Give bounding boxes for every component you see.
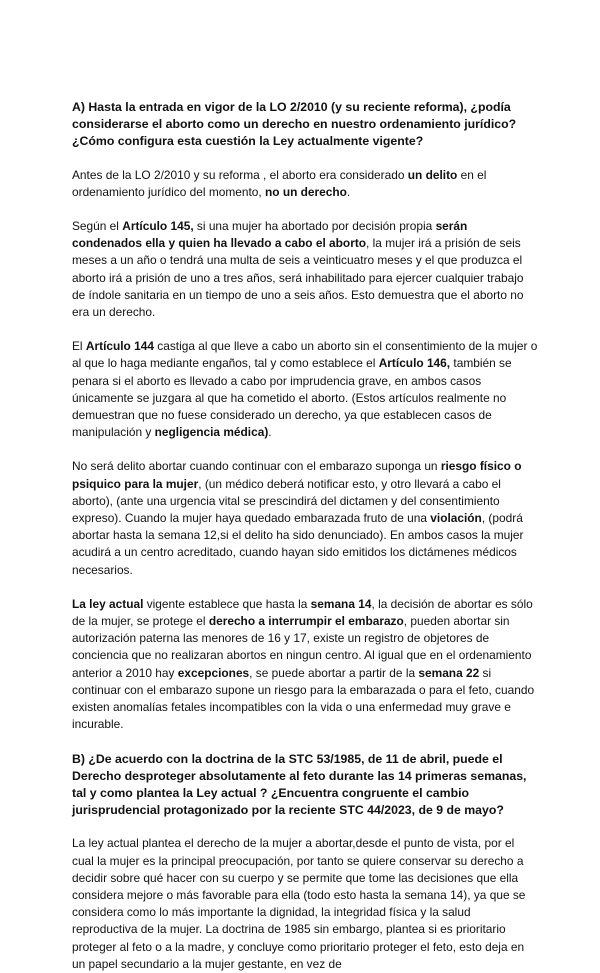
bold-span: Artículo 146, <box>378 356 451 371</box>
text-span: también se penara si el aborto es llevado a cabo por imprudencia grave, en ambos casos únicamente se juzgara al que ha cometido el aborto. (Estos artículos realmente no demuestran que no fuese considerado un derecho, ya que establecen casos de manipulación y <box>72 356 512 440</box>
paragraph-1 <box>72 167 538 201</box>
paragraph-4 <box>72 458 538 578</box>
text-span: , se puede abortar a partir de la <box>249 665 419 680</box>
bold-span: negligencia médica) <box>154 425 269 440</box>
text-span: . <box>346 184 351 199</box>
bold-span: no un derecho <box>265 184 347 199</box>
bold-span: riesgo físico o psiquico para la mujer <box>72 459 522 491</box>
text-span: , (un médico deberá notificar esto, y otro llevará a cabo el aborto), (ante una urgencia vital se prescindirá del dictamen y del consentimiento expreso). Cuando la mujer haya quedado embarazada fruto de una <box>72 476 501 526</box>
bold-span: semana 22 <box>418 665 480 680</box>
bold-span: serán condenados ella y quien ha llevado a cabo el aborto <box>72 219 468 251</box>
text-span: en el ordenamiento jurídico del momento, <box>72 167 487 199</box>
bold-span: violación <box>430 511 482 526</box>
text-span: Según el <box>72 219 123 234</box>
text-span: Antes de la LO 2/2010 y su reforma , el aborto era considerado <box>72 167 408 182</box>
text-span: No será delito abortar cuando continuar con el embarazo suponga un <box>72 459 441 474</box>
bold-span: La ley actual <box>72 596 144 611</box>
text-span: castiga al que lleve a cabo un aborto sin el consentimiento de la mujer o al que lo haga mediante engaños, tal y como establece el <box>72 339 538 371</box>
text-span: , (podrá abortar hasta la semana 12,si el delito ha sido denunciado). En ambos casos la mujer acudirá a un centro acreditado, cuando hayan sido emitidos los dictámenes médicos necesarios. <box>72 511 524 577</box>
bold-span: derecho a interrumpir el embarazo <box>208 614 404 629</box>
text-span: , la decisión de abortar es sólo de la mujer, se protege el <box>72 596 533 629</box>
bold-span: un delito <box>407 167 458 182</box>
text-span: , la mujer irá a prisión de seis meses a un año o tendrá una multa de seis a veinticuatro meses y el que produzca el aborto irá a prisión de uno a tres años, será inhabilitado para ejercer cualquier trabajo de índole sanitaria en un tiempo de uno a seis años. Esto demuestra que el aborto no era un derecho. <box>72 236 524 320</box>
bold-span: semana 14 <box>310 596 372 611</box>
bold-span: Artículo 144 <box>85 339 154 354</box>
paragraph-5 <box>72 596 538 734</box>
text-span: El <box>72 339 86 354</box>
text-span: vigente establece que hasta la <box>143 596 311 611</box>
bold-span: Artículo 145, <box>122 219 194 234</box>
text-span: . <box>268 425 272 440</box>
text-span: si continuar con el embarazo supone un riesgo para la embarazada o para el feto, cuando existen anomalías fetales incompatibles con la vida o una enfermedad muy grave e incurable. <box>72 665 535 732</box>
paragraph-3 <box>72 338 538 441</box>
paragraph-6: La ley actual plantea el derecho de la mujer a abortar,desde el punto de vista, por el cual la mujer es la principal preocupación, por tanto se quiere conservar su derecho a decidir sobre qué hacer con su cuerpo y se permite que tome las decisiones que ella considera mejore o más favorable para ella (todo esto hasta la semana 14), ya que se considera como lo más importante la dignidad, la integridad física y la salud reproductiva de la mujer. La doctrina de 1985 sin embargo, plantea si es prioritario proteger al feto o a la madre, y concluye como prioritario proteger el feto, esto deja en un papel secundario a la mujer gestante, en vez de <box>72 836 526 971</box>
question-a: A) Hasta la entrada en vigor de la LO 2/2010 (y su reciente reforma), ¿podía considerarse el aborto como un derecho en nuestro ordenamiento jurídico?¿Cómo configura esta cuestión la Ley actualmente vigente? <box>72 100 517 149</box>
question-b: B) ¿De acuerdo con la doctrina de la STC 53/1985, de 11 de abril, puede el Derecho desproteger absolutamente al feto durante las 14 primeras semanas, tal y como plantea la Ley actual ? ¿Encuentra congruente el cambio jurisprudencial protagonizado por la reciente STC 44/2023, de 9 de mayo? <box>72 751 527 818</box>
text-span: , pueden abortar sin autorización paterna las menores de 16 y 17, existe un registro de objetores de conciencia que no realizaran abortos en ningun centro. Al igual que en el ordenamiento anterior a 2010 hay <box>72 614 532 680</box>
bold-span: excepciones <box>177 665 250 680</box>
paragraph-2 <box>72 218 538 321</box>
text-span: si una mujer ha abortado por decisión propia <box>193 219 436 234</box>
